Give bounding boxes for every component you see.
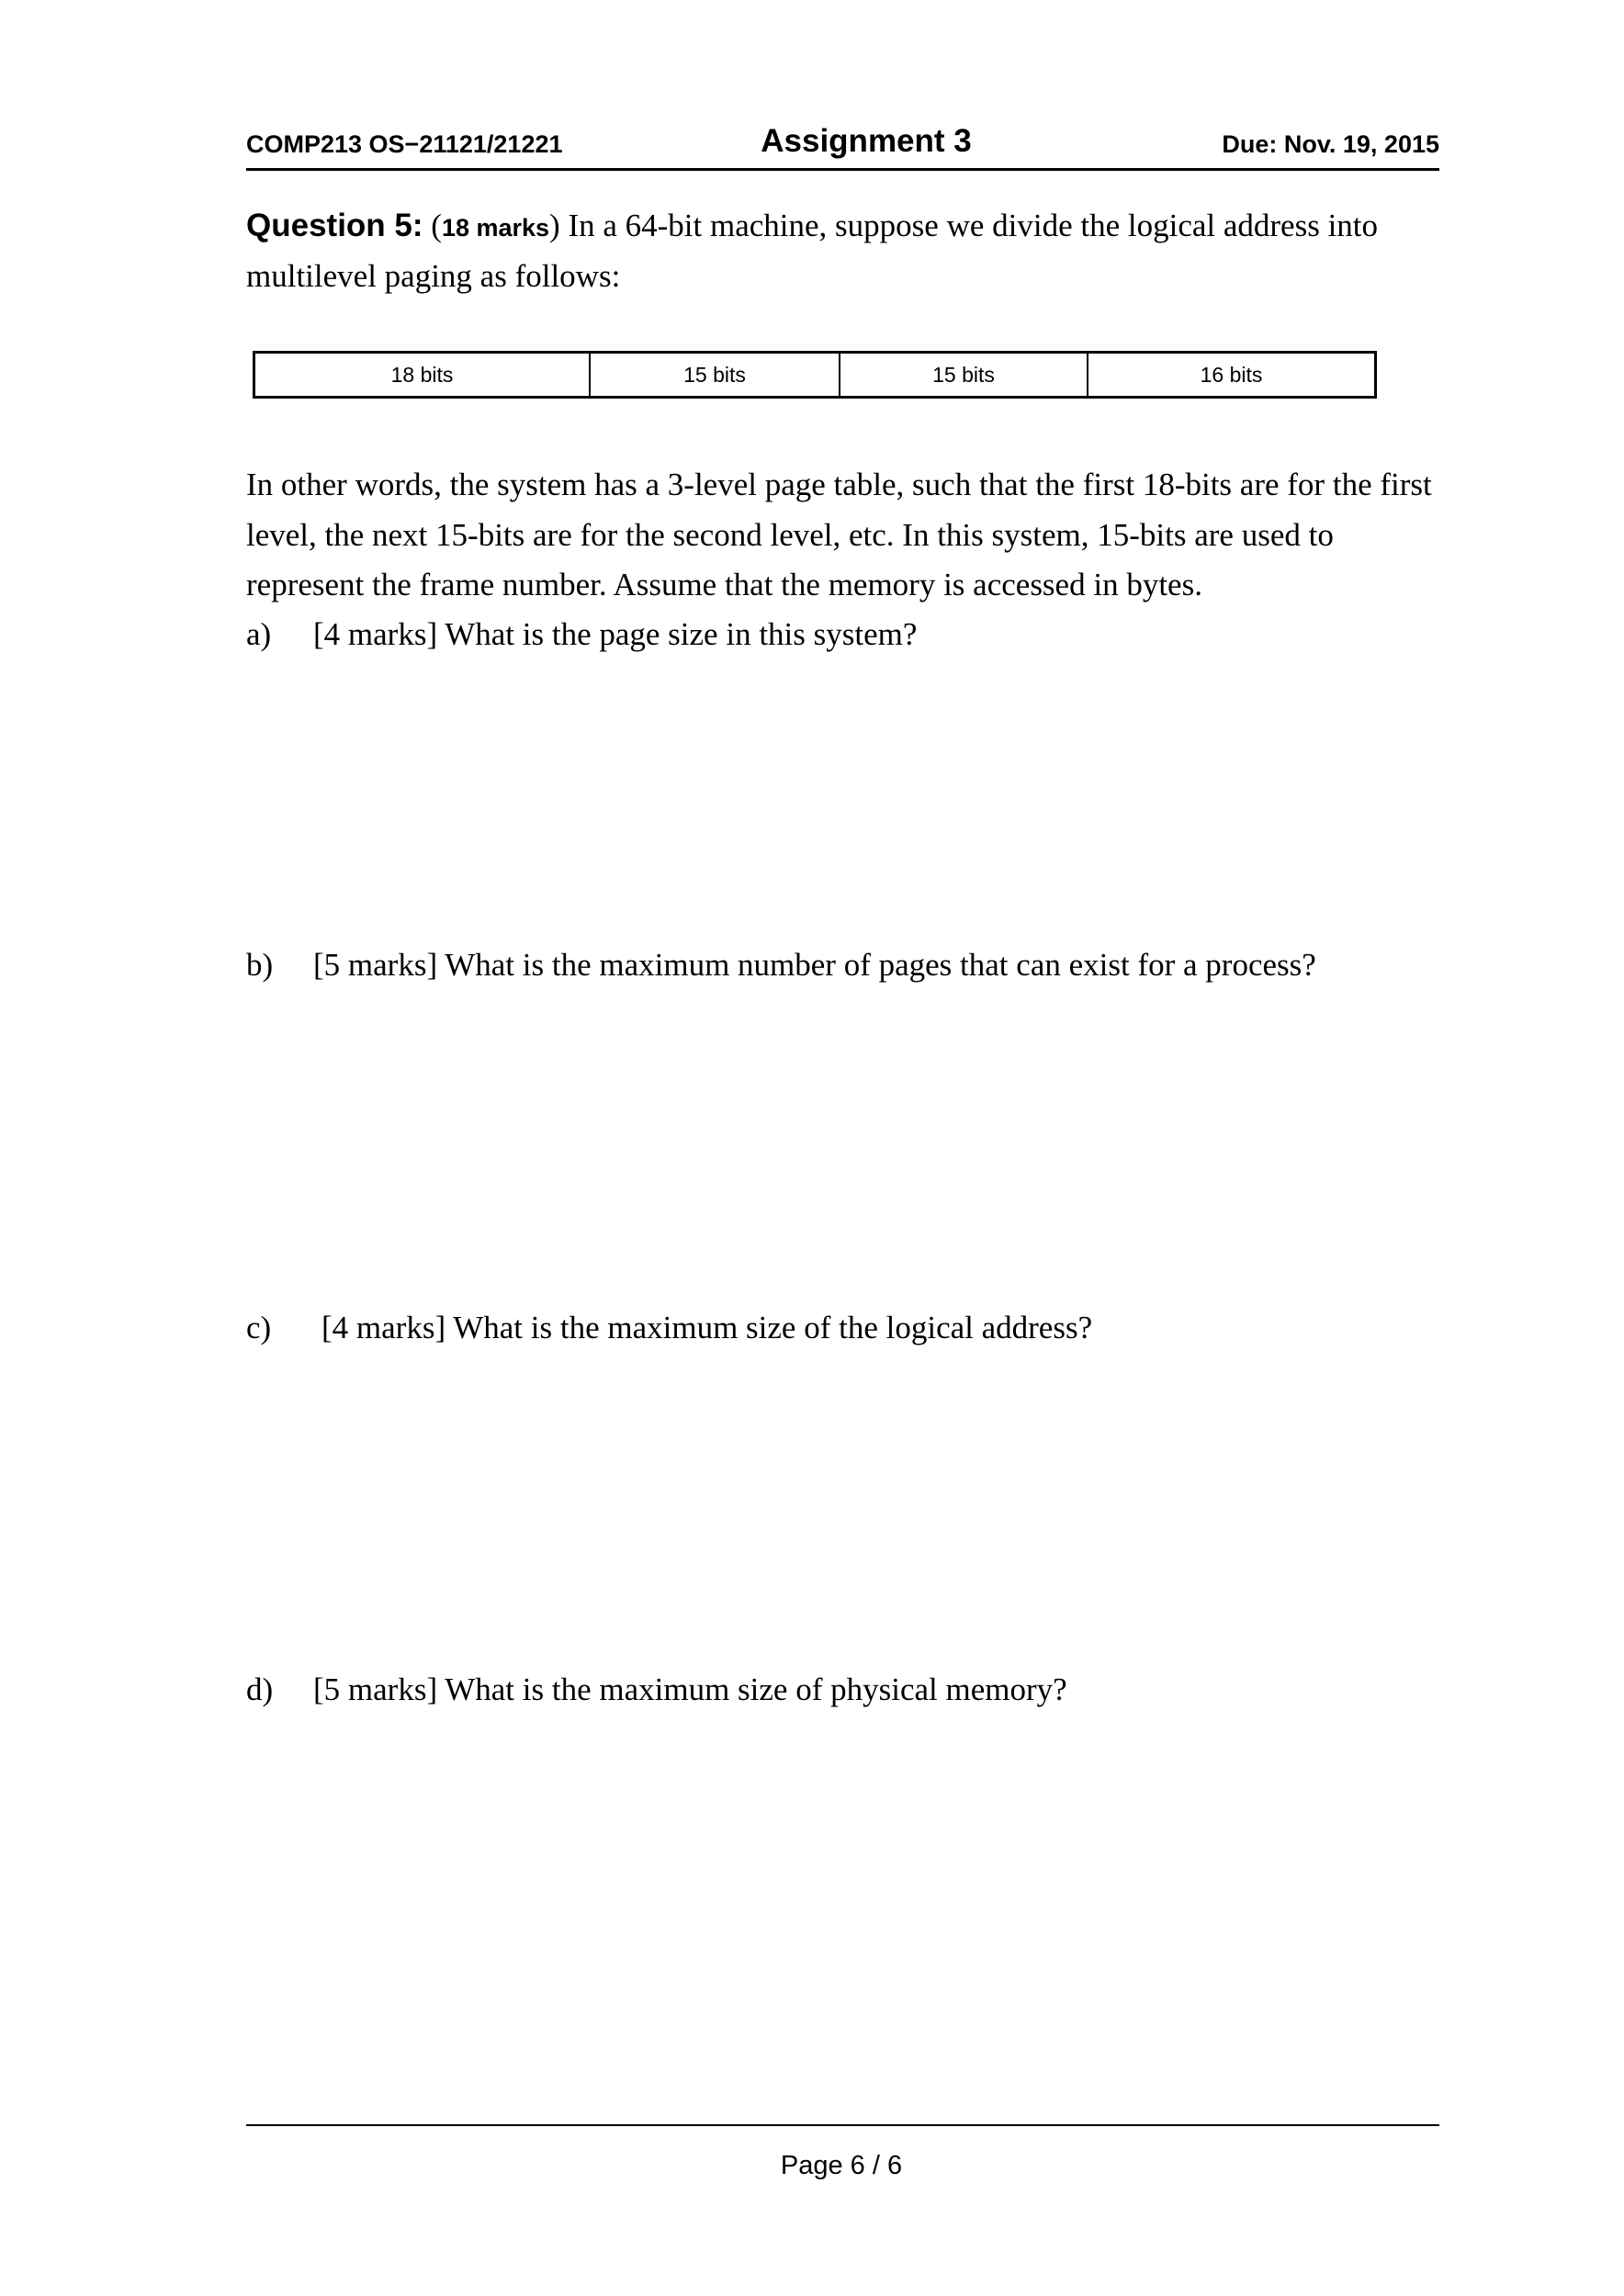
field-level2: 15 bits — [590, 353, 840, 398]
field-level3: 15 bits — [840, 353, 1088, 398]
field-offset: 16 bits — [1088, 353, 1376, 398]
question-intro-line2: multilevel paging as follows: — [246, 258, 621, 294]
part-label: b) — [246, 947, 274, 983]
part-a — [246, 616, 1440, 653]
part-c — [246, 1310, 1440, 1346]
part-text: [4 marks] What is the page size in this system? — [313, 616, 918, 652]
part-text: [5 marks] What is the maximum size of physical memory? — [313, 1671, 1067, 1707]
marks-close: ) — [549, 208, 560, 243]
paragraph-line: In other words, the system has a 3-level page table, such that the first 18-bits are for the first — [246, 467, 1432, 502]
paragraph-line: level, the next 15-bits are for the second level, etc. In this system, 15-bits are used to — [246, 517, 1334, 553]
header-rule — [246, 168, 1439, 171]
part-label: a) — [246, 616, 272, 652]
address-bit-layout — [253, 351, 1377, 399]
part-label: d) — [246, 1671, 274, 1707]
part-text: [4 marks] What is the maximum size of the logical address? — [321, 1310, 1093, 1345]
question-title: Question 5: — [246, 208, 423, 243]
field-level1: 18 bits — [254, 353, 591, 398]
part-b — [246, 947, 1440, 984]
part-d — [246, 1671, 1440, 1708]
marks-open: ( — [423, 208, 442, 243]
course-code: COMP213 OS−21121/21221 — [246, 130, 563, 158]
assignment-title: Assignment 3 — [761, 123, 972, 159]
footer-rule — [246, 2124, 1439, 2126]
part-label: c) — [246, 1310, 272, 1345]
due-date: Due: Nov. 19, 2015 — [1222, 130, 1439, 158]
paragraph-line: represent the frame number. Assume that the memory is accessed in bytes. — [246, 567, 1202, 602]
page-number: Page 6 / 6 — [780, 2151, 903, 2180]
part-text: [5 marks] What is the maximum number of pages that can exist for a process? — [313, 947, 1316, 983]
question-heading — [246, 208, 1378, 244]
question-intro: In a 64-bit machine, suppose we divide the logical address into — [559, 208, 1379, 243]
question-marks: 18 marks — [441, 214, 550, 242]
